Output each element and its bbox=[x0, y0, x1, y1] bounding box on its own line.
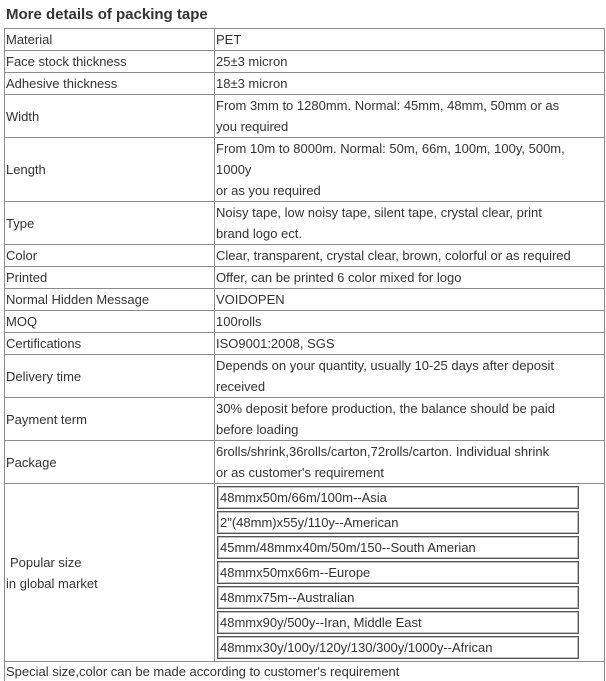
row-value: Clear, transparent, crystal clear, brown, colorful or as required bbox=[215, 245, 605, 267]
row-value: Depends on your quantity, usually 10-25 days after deposit received bbox=[215, 355, 605, 398]
size-entry: 48mmx90y/500y--Iran, Middle East bbox=[217, 611, 579, 634]
row-value: 6rolls/shrink,36rolls/carton,72rolls/carton. Individual shrink or as customer's requirement bbox=[215, 441, 605, 484]
table-row bbox=[5, 311, 605, 333]
row-value: From 10m to 8000m. Normal: 50m, 66m, 100m, 100y, 500m, 1000y or as you required bbox=[215, 138, 605, 202]
row-label: Printed bbox=[5, 267, 215, 289]
size-entry: 48mmx50m/66m/100m--Asia bbox=[217, 486, 579, 509]
row-value: 100rolls bbox=[215, 311, 605, 333]
size-entry: 2"(48mm)x55y/110y--American bbox=[217, 511, 579, 534]
row-label: Normal Hidden Message bbox=[5, 289, 215, 311]
row-label: Payment term bbox=[5, 398, 215, 441]
table-row bbox=[5, 202, 605, 245]
table-row bbox=[5, 441, 605, 484]
table-row bbox=[5, 267, 605, 289]
table-row bbox=[5, 51, 605, 73]
popular-size-list bbox=[215, 484, 605, 662]
size-entry: 48mmx30y/100y/120y/130/300y/1000y--African bbox=[217, 636, 579, 659]
footer-row bbox=[5, 662, 605, 681]
size-entry: 48mmx50mx66m--Europe bbox=[217, 561, 579, 584]
row-label: MOQ bbox=[5, 311, 215, 333]
row-label: Face stock thickness bbox=[5, 51, 215, 73]
footer-note: Special size,color can be made according to customer's requirement bbox=[5, 662, 605, 681]
row-label: Type bbox=[5, 202, 215, 245]
row-value: Noisy tape, low noisy tape, silent tape, crystal clear, print brand logo ect. bbox=[215, 202, 605, 245]
popular-size-row bbox=[5, 484, 605, 662]
table-row bbox=[5, 29, 605, 51]
table-row bbox=[5, 95, 605, 138]
spec-table bbox=[4, 28, 605, 681]
table-row bbox=[5, 73, 605, 95]
table-row bbox=[5, 355, 605, 398]
row-label: Material bbox=[5, 29, 215, 51]
table-row bbox=[5, 398, 605, 441]
row-value: VOIDOPEN bbox=[215, 289, 605, 311]
row-label: Certifications bbox=[5, 333, 215, 355]
row-value: 18±3 micron bbox=[215, 73, 605, 95]
row-label: Width bbox=[5, 95, 215, 138]
table-row bbox=[5, 333, 605, 355]
row-label: Adhesive thickness bbox=[5, 73, 215, 95]
row-label: Package bbox=[5, 441, 215, 484]
row-label: Delivery time bbox=[5, 355, 215, 398]
table-row bbox=[5, 289, 605, 311]
row-value: ISO9001:2008, SGS bbox=[215, 333, 605, 355]
table-row bbox=[5, 138, 605, 202]
popular-size-label: Popular size in global market bbox=[5, 484, 215, 662]
row-value: 30% deposit before production, the balance should be paid before loading bbox=[215, 398, 605, 441]
row-value: From 3mm to 1280mm. Normal: 45mm, 48mm, 50mm or as you required bbox=[215, 95, 605, 138]
row-label: Length bbox=[5, 138, 215, 202]
size-entry: 45mm/48mmx40m/50m/150--South Amerian bbox=[217, 536, 579, 559]
size-entry: 48mmx75m--Australian bbox=[217, 586, 579, 609]
table-row bbox=[5, 245, 605, 267]
row-value: PET bbox=[215, 29, 605, 51]
section-title: More details of packing tape bbox=[6, 6, 208, 23]
row-label: Color bbox=[5, 245, 215, 267]
row-value: Offer, can be printed 6 color mixed for logo bbox=[215, 267, 605, 289]
row-value: 25±3 micron bbox=[215, 51, 605, 73]
